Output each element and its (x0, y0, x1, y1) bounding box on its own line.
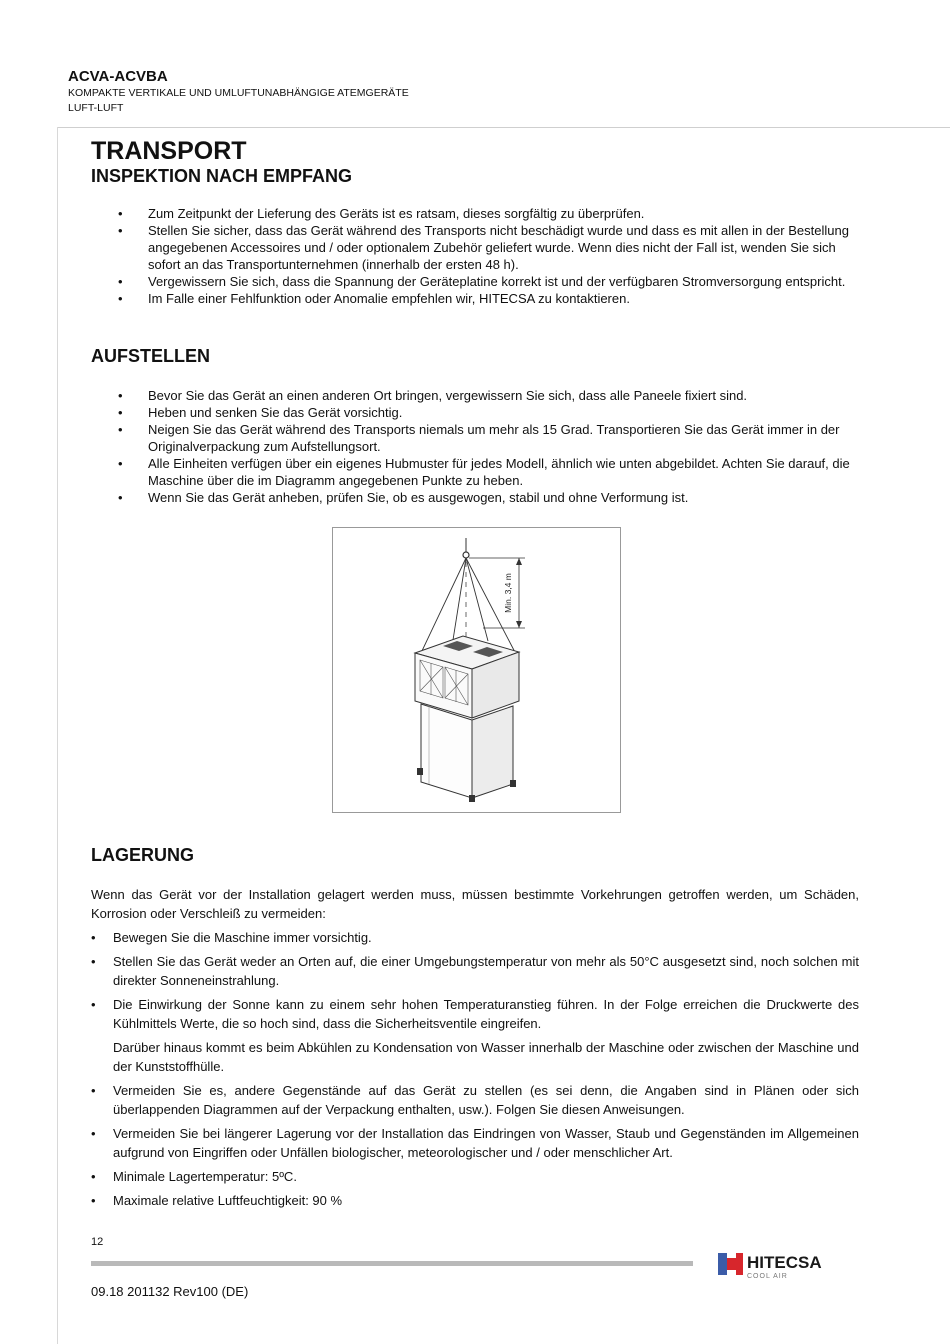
transport-list (91, 205, 859, 307)
left-margin-line (57, 127, 58, 1344)
lagerung-heading: LAGERUNG (91, 845, 194, 865)
list-item: • Alle Einheiten verfügen über ein eigenes Hubmuster für jedes Modell, ähnlich wie unten abgebildet. Achten Sie darauf, die Maschine über die im Diagramm angegebenen Punkte zu heben. (118, 456, 850, 488)
aufstellen-section (91, 345, 859, 506)
list-item: • Maximale relative Luftfeuchtigkeit: 90 % (91, 1193, 343, 1208)
lagerung-intro: Wenn das Gerät vor der Installation gelagert werden muss, müssen bestimmte Vorkehrungen getroffen werden, um Schäden, Korrosion oder Verschleiß zu vermeiden: (91, 887, 859, 921)
list-item: • Heben und senken Sie das Gerät vorsichtig. (118, 405, 403, 420)
hitecsa-logo (716, 1249, 866, 1281)
header-title: ACVA-ACVBA (68, 68, 168, 85)
list-item: • Vergewissern Sie sich, dass die Spannung der Geräteplatine korrekt ist und der verfügbaren Stromversorgung entspricht. (118, 274, 846, 289)
logo-mark-icon (718, 1253, 743, 1275)
header-divider (57, 127, 950, 128)
document-header (68, 68, 409, 116)
list-item: • Vermeiden Sie bei längerer Lagerung vor der Installation das Eindringen von Wasser, Staub und Gegenständen im Allgemeinen aufgrund von Eingriffen oder Unfällen biologischer, meteorologischer und / oder menschlicher Art. (91, 1126, 859, 1160)
logo-text: HITECSA (747, 1253, 822, 1272)
list-item: • Stellen Sie das Gerät weder an Orten auf, die einer Umgebungstemperatur von mehr als 50°C ausgesetzt sind, noch solchen mit direkter Sonneneinstrahlung. (91, 954, 859, 988)
list-item: • Wenn Sie das Gerät anheben, prüfen Sie, ob es ausgewogen, stabil und ohne Verformung ist. (118, 490, 689, 505)
list-item: • Neigen Sie das Gerät während des Transports niemals um mehr als 15 Grad. Transportieren Sie das Gerät immer in der Originalverpackung zum Aufstellungsort. (118, 422, 840, 454)
list-item: • Vermeiden Sie es, andere Gegenstände auf das Gerät zu stellen (es sei denn, die Angaben sind in Plänen oder sich überlappenden Diagrammen auf der Verpackung enthalten, usw.). Folgen Sie diesen Anweisungen. (91, 1083, 859, 1117)
lagerung-list (91, 928, 859, 1210)
header-subtitle-2: LUFT-LUFT (68, 102, 124, 114)
transport-heading: TRANSPORT (91, 137, 247, 165)
aufstellen-heading: AUFSTELLEN (91, 346, 210, 366)
inspection-subheading: INSPEKTION NACH EMPFANG (91, 166, 353, 186)
list-item: • Bewegen Sie die Maschine immer vorsichtig. (91, 930, 372, 945)
list-item: • Bevor Sie das Gerät an einen anderen Ort bringen, vergewissern Sie sich, dass alle Paneele fixiert sind. (118, 388, 748, 403)
document-reference: 09.18 201132 Rev100 (DE) (91, 1284, 249, 1299)
page-number: 12 (91, 1236, 104, 1248)
list-item: • Minimale Lagertemperatur: 5ºC. (91, 1169, 297, 1184)
lagerung-section (91, 844, 859, 1215)
list-item: • Stellen Sie sicher, dass das Gerät während des Transports nicht beschädigt wurde und dass es mit allen in der Bestellung angegebenen Accessoires und / oder optionalem Zubehör geliefert wurde. Wenn dies nicht der Fall ist, wenden Sie sich sofort an das Transportunternehmen (innerhalb der ersten 48 h). (118, 223, 849, 272)
header-subtitle-1: KOMPAKTE VERTIKALE UND UMLUFTUNABHÄNGIGE ATEMGERÄTE (68, 87, 409, 99)
list-item-extra: Darüber hinaus kommt es beim Abkühlen zu Kondensation von Wasser innerhalb der Maschine oder zwischen der Maschine und der Kunststoffhülle. (113, 1040, 859, 1074)
list-item: • Zum Zeitpunkt der Lieferung des Geräts ist es ratsam, dieses sorgfältig zu überprüfen. (118, 206, 645, 221)
dimension-label: Min. 3,4 m (503, 573, 513, 613)
footer-bar (91, 1261, 693, 1266)
transport-section (91, 137, 859, 307)
lifting-diagram (332, 527, 621, 813)
list-item: • Im Falle einer Fehlfunktion oder Anomalie empfehlen wir, HITECSA zu kontaktieren. (118, 291, 630, 306)
list-item: • Die Einwirkung der Sonne kann zu einem sehr hohen Temperaturanstieg führen. In der Folge erreichen die Druckwerte des Kühlmittels Werte, die so hoch sind, dass die Sicherheitsventile eingreifen. Darüber hinaus kommt es beim Abkühlen zu Kondensation von Wasser innerhalb der Maschine oder zwischen der Maschine und der Kunststoffhülle. (91, 997, 859, 1074)
logo-tagline: COOL AIR (747, 1273, 788, 1280)
aufstellen-list (91, 387, 859, 506)
